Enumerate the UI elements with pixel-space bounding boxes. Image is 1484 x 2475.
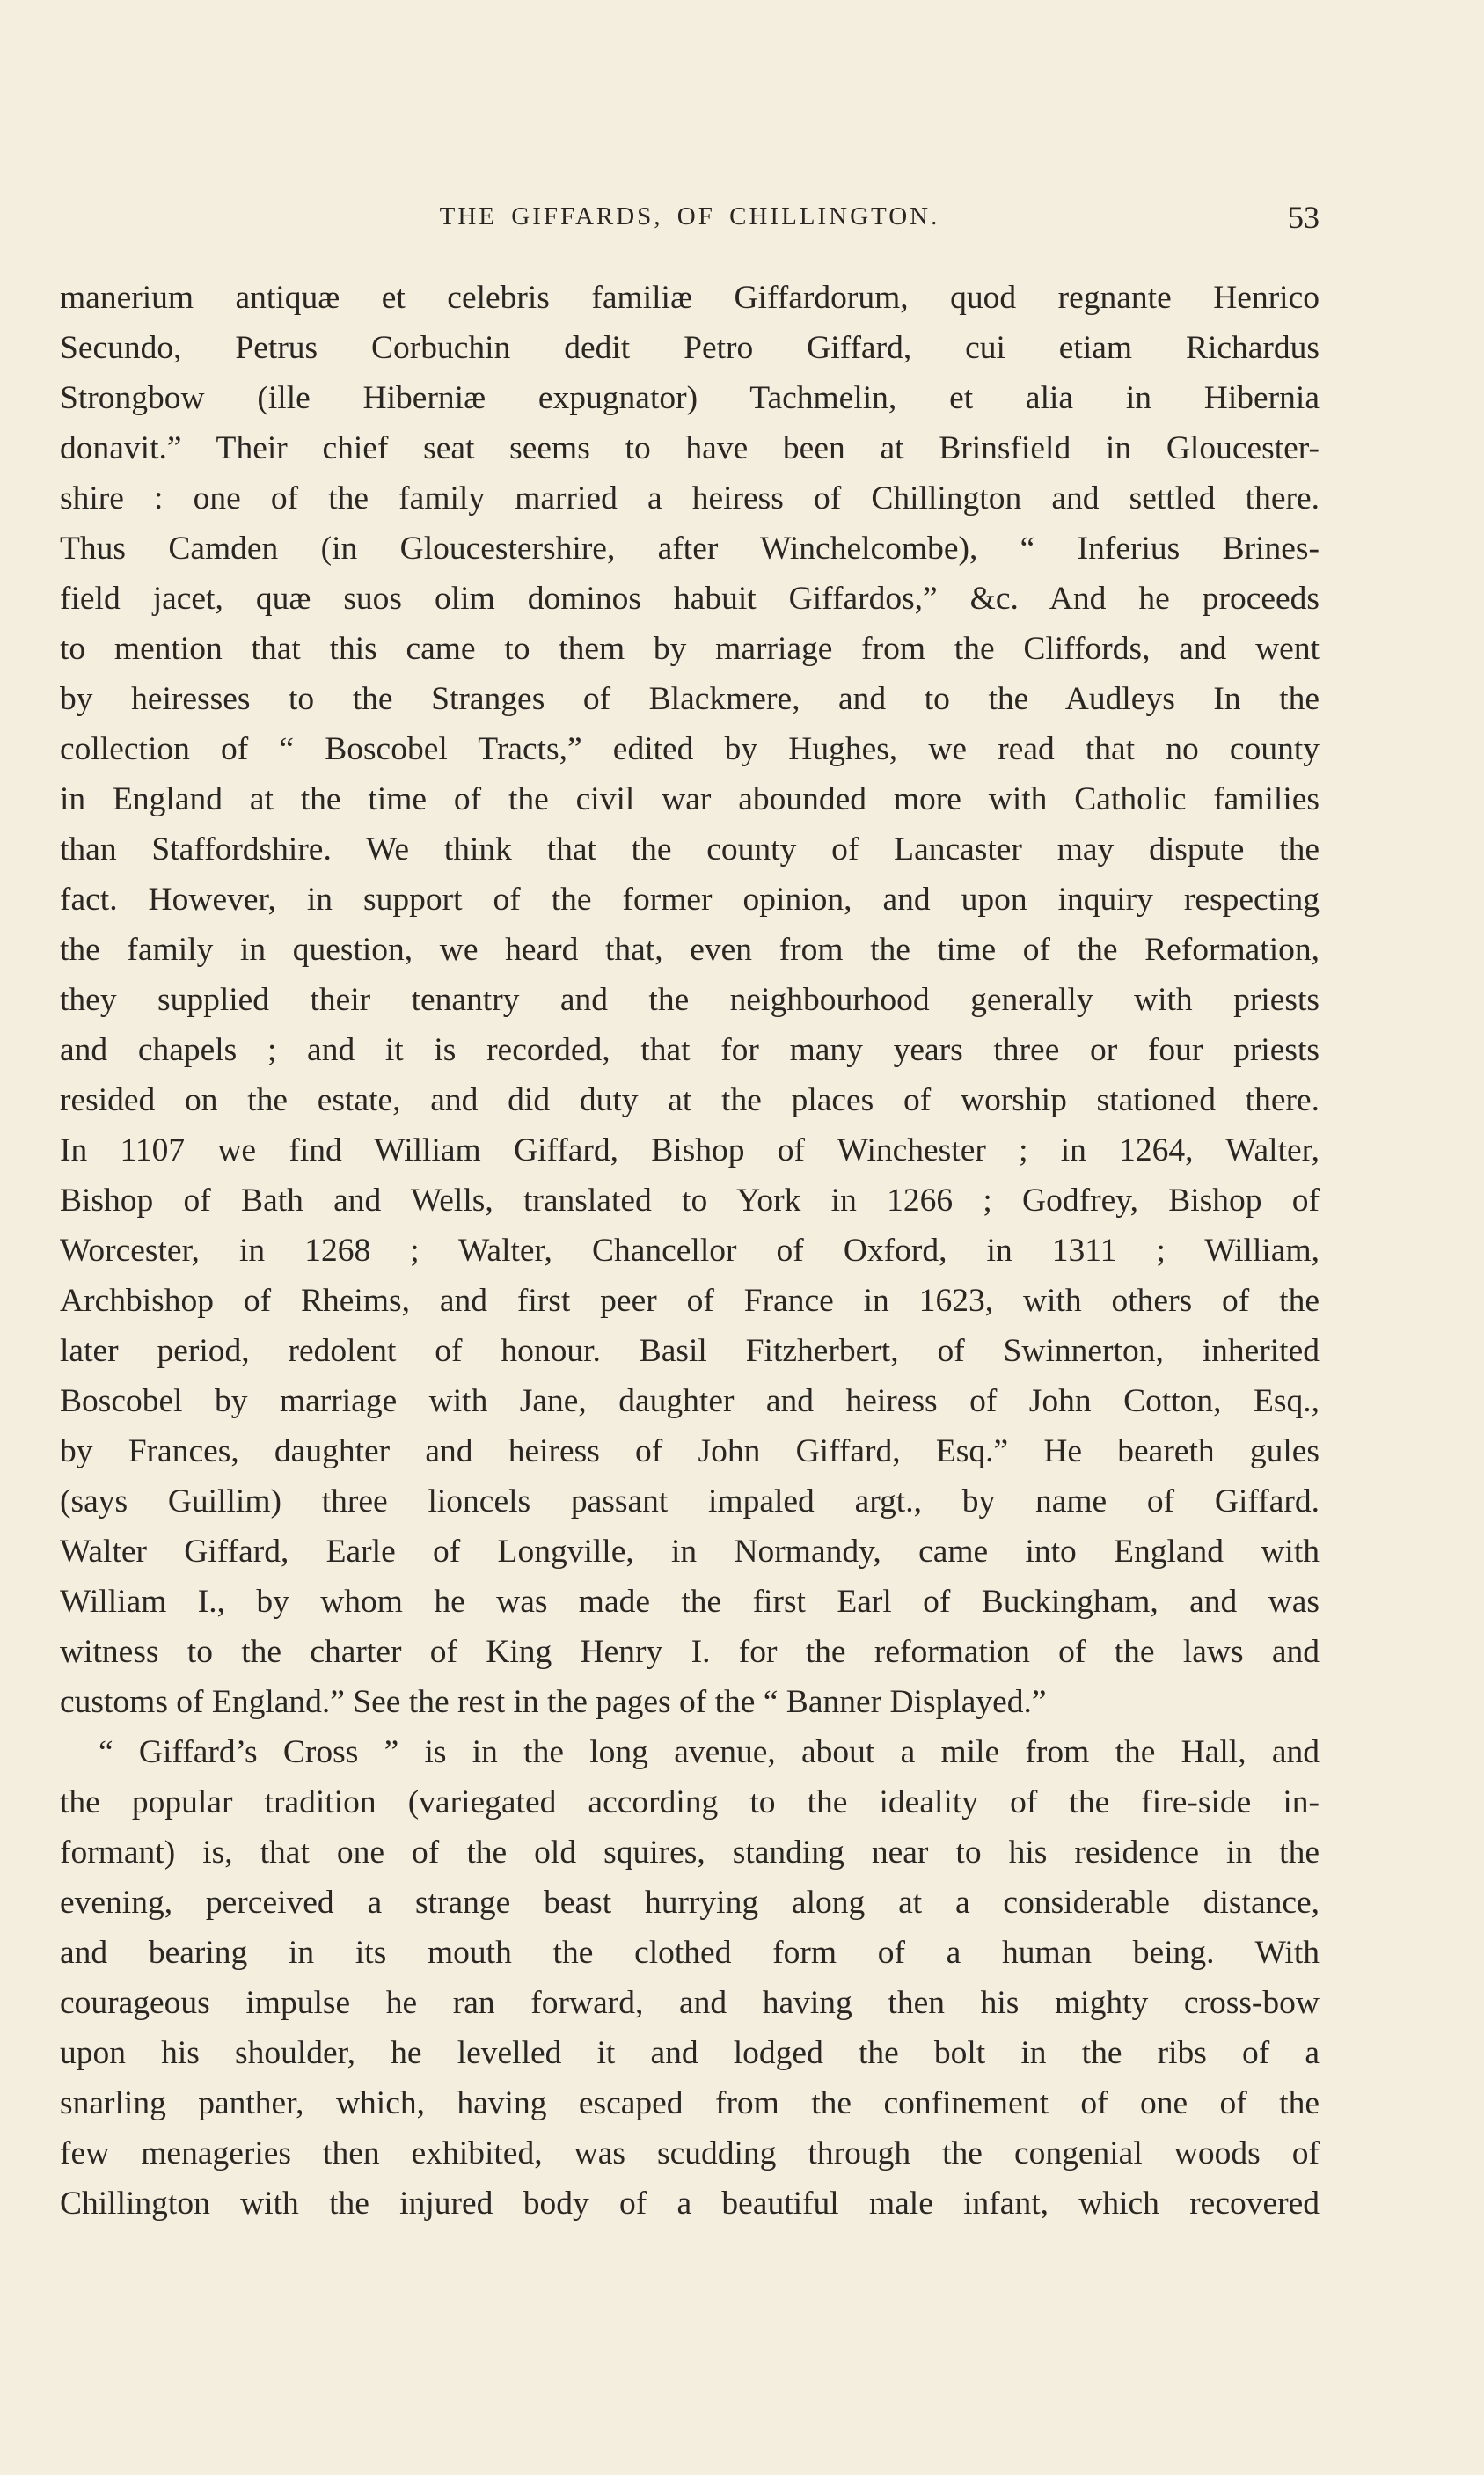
body-text	[60, 273, 1320, 2229]
text-line: Archbishop of Rheims, and first peer of France in 1623, with others of the	[60, 1283, 1320, 1319]
page-number: 53	[1288, 200, 1320, 235]
text-line: formant) is, that one of the old squires, standing near to his residence in the	[60, 1834, 1320, 1871]
text-line: (says Guillim) three lioncels passant impaled argt., by name of Giffard.	[60, 1483, 1320, 1519]
text-line: Worcester, in 1268 ; Walter, Chancellor of Oxford, in 1311 ; William,	[60, 1233, 1320, 1269]
text-line: courageous impulse he ran forward, and having then his mighty cross-bow	[60, 1985, 1320, 2021]
text-line: and bearing in its mouth the clothed form of a human being. With	[60, 1935, 1320, 1971]
text-line: the popular tradition (variegated according to the ideality of the fire-side in-	[60, 1784, 1320, 1820]
text-line: William I., by whom he was made the first Earl of Buckingham, and was	[60, 1584, 1320, 1620]
text-line: snarling panther, which, having escaped from the confinement of one of the	[60, 2085, 1320, 2121]
text-line: upon his shoulder, he levelled it and lodged the bolt in the ribs of a	[60, 2035, 1320, 2071]
text-line: Strongbow (ille Hiberniæ expugnator) Tachmelin, et alia in Hibernia	[60, 380, 1320, 416]
text-line: Secundo, Petrus Corbuchin dedit Petro Giffard, cui etiam Richardus	[60, 330, 1320, 366]
text-line: Walter Giffard, Earle of Longville, in Normandy, came into England with	[60, 1534, 1320, 1570]
text-line: they supplied their tenantry and the neighbourhood generally with priests	[60, 982, 1320, 1018]
text-line: collection of “ Boscobel Tracts,” edited by Hughes, we read that no county	[60, 731, 1320, 767]
text-line: later period, redolent of honour. Basil Fitzherbert, of Swinnerton, inherited	[60, 1333, 1320, 1369]
text-line: shire : one of the family married a heiress of Chillington and settled there.	[60, 480, 1320, 516]
text-line: by Frances, daughter and heiress of John Giffard, Esq.” He beareth gules	[60, 1433, 1320, 1469]
text-line: the family in question, we heard that, even from the time of the Reformation,	[60, 932, 1320, 968]
running-title: THE GIFFARDS, OF CHILLINGTON.	[439, 202, 940, 231]
text-line: witness to the charter of King Henry I. for the reformation of the laws and	[60, 1634, 1320, 1670]
text-line: In 1107 we find William Giffard, Bishop of Winchester ; in 1264, Walter,	[60, 1132, 1320, 1168]
text-line: manerium antiquæ et celebris familiæ Giffardorum, quod regnante Henrico	[60, 280, 1320, 316]
text-line: Bishop of Bath and Wells, translated to York in 1266 ; Godfrey, Bishop of	[60, 1183, 1320, 1219]
text-line: resided on the estate, and did duty at the places of worship stationed there.	[60, 1082, 1320, 1118]
text-line: and chapels ; and it is recorded, that for many years three or four priests	[60, 1032, 1320, 1068]
text-line: evening, perceived a strange beast hurrying along at a considerable distance,	[60, 1885, 1320, 1921]
text-line: donavit.” Their chief seat seems to have been at Brinsfield in Gloucester-	[60, 430, 1320, 466]
text-line: fact. However, in support of the former opinion, and upon inquiry respecting	[60, 882, 1320, 918]
text-line: Thus Camden (in Gloucestershire, after Winchelcombe), “ Inferius Brines-	[60, 531, 1320, 567]
text-line: by heiresses to the Stranges of Blackmere, and to the Audleys In the	[60, 681, 1320, 717]
text-line: than Staffordshire. We think that the county of Lancaster may dispute the	[60, 831, 1320, 868]
running-head	[60, 202, 1320, 241]
text-line: in England at the time of the civil war abounded more with Catholic families	[60, 781, 1320, 817]
text-line: field jacet, quæ suos olim dominos habuit Giffardos,” &c. And he proceeds	[60, 581, 1320, 617]
text-line: Boscobel by marriage with Jane, daughter and heiress of John Cotton, Esq.,	[60, 1383, 1320, 1419]
text-line: few menageries then exhibited, was scudding through the congenial woods of	[60, 2135, 1320, 2171]
text-line: to mention that this came to them by marriage from the Cliffords, and went	[60, 631, 1320, 667]
text-line: customs of England.” See the rest in the pages of the “ Banner Displayed.”	[60, 1684, 1047, 1720]
text-line: Chillington with the injured body of a beautiful male infant, which recovered	[60, 2186, 1320, 2222]
text-line: “ Giffard’s Cross ” is in the long avenue, about a mile from the Hall, and	[99, 1734, 1320, 1770]
